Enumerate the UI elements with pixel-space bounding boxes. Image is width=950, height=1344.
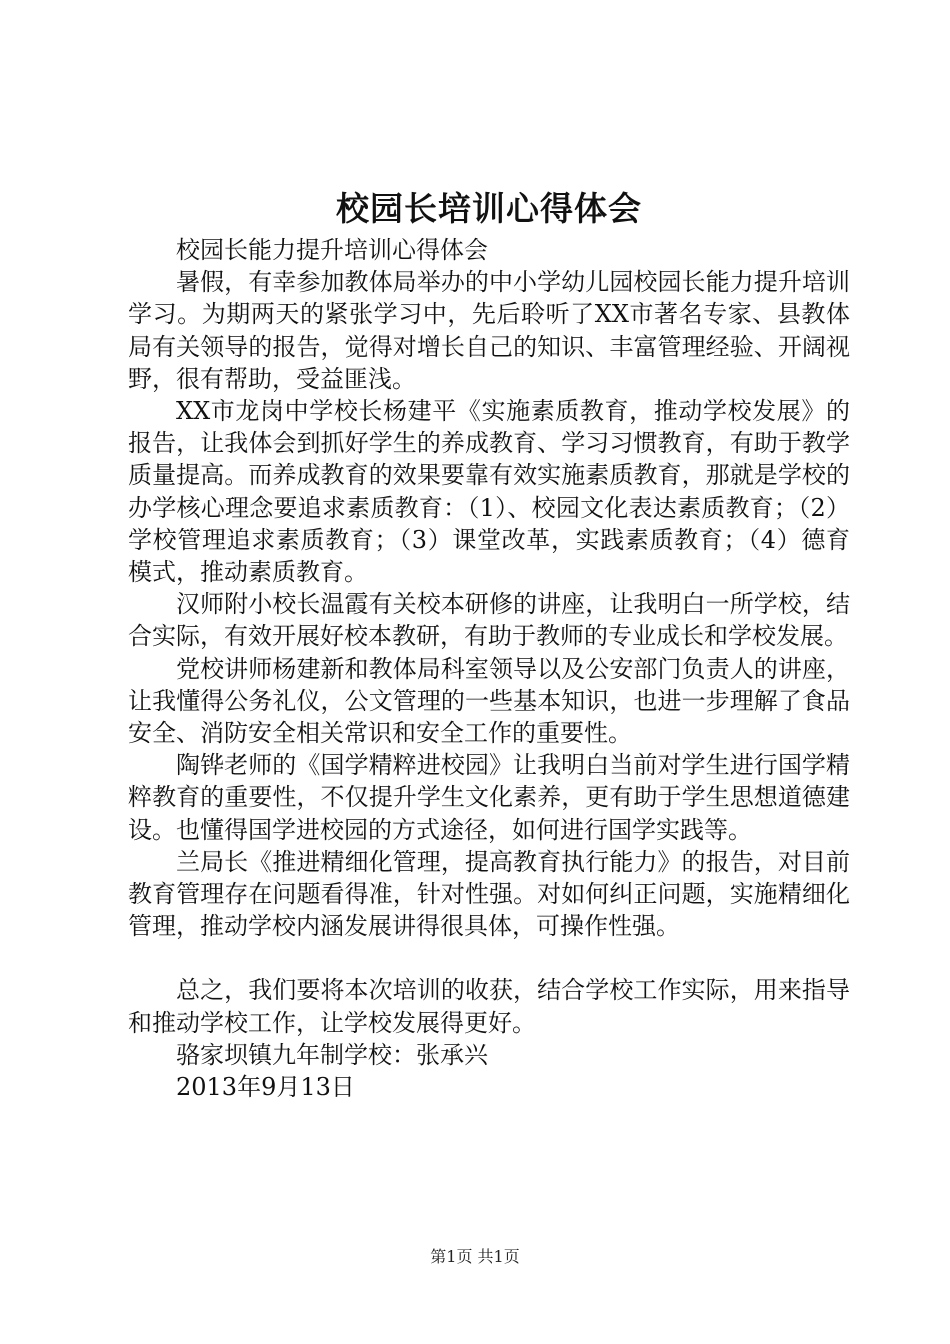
document-page xyxy=(128,186,850,1103)
paragraph-director-lan: 兰局长《推进精细化管理，提高教育执行能力》的报告，对目前教育管理存在问题看得准，针对性强。对如何纠正问题，实施精细化管理，推动学校内涵发展讲得很具体，可操作性强。 xyxy=(128,847,850,941)
paragraph-longgang: XX市龙岗中学校长杨建平《实施素质教育，推动学校发展》的报告，让我体会到抓好学生的养成教育、学习习惯教育，有助于教学质量提高。而养成教育的效果要靠有效实施素质教育，那就是学校的办学核心理念要追求素质教育：（1）、校园文化表达素质教育；（2）学校管理追求素质教育；（3）课堂改革，实践素质教育；（4）德育模式，推动素质教育。 xyxy=(128,397,850,587)
document-title: 校园长培训心得体会 xyxy=(336,189,642,228)
page-footer: 第1页 共1页 xyxy=(430,1247,520,1266)
signature-author: 骆家坝镇九年制学校：张承兴 xyxy=(176,1040,488,1069)
signature-date: 2013年9月13日 xyxy=(176,1073,355,1102)
paragraph-party-school: 党校讲师杨建新和教体局科室领导以及公安部门负责人的讲座，让我懂得公务礼仪，公文管理的一些基本知识，也进一步理解了食品安全、消防安全相关常识和安全工作的重要性。 xyxy=(128,654,850,748)
subtitle-paragraph: 校园长能力提升培训心得体会 xyxy=(176,236,488,264)
paragraph-intro: 暑假，有幸参加教体局举办的中小学幼儿园校园长能力提升培训学习。为期两天的紧张学习中，先后聆听了XX市著名专家、县教体局有关领导的报告，觉得对增长自己的知识、丰富管理经验、开阔视野，很有帮助，受益匪浅。 xyxy=(128,268,850,393)
paragraph-hanshi: 汉师附小校长温霞有关校本研修的讲座，让我明白一所学校，结合实际，有效开展好校本教研，有助于教师的专业成长和学校发展。 xyxy=(128,590,850,651)
paragraph-guoxue: 陶铧老师的《国学精粹进校园》让我明白当前对学生进行国学精粹教育的重要性，不仅提升学生文化素养，更有助于学生思想道德建设。也懂得国学进校园的方式途径，如何进行国学实践等。 xyxy=(128,751,850,844)
paragraph-conclusion: 总之，我们要将本次培训的收获，结合学校工作实际，用来指导和推动学校工作，让学校发展得更好。 xyxy=(128,976,850,1037)
document-body xyxy=(128,234,850,1103)
